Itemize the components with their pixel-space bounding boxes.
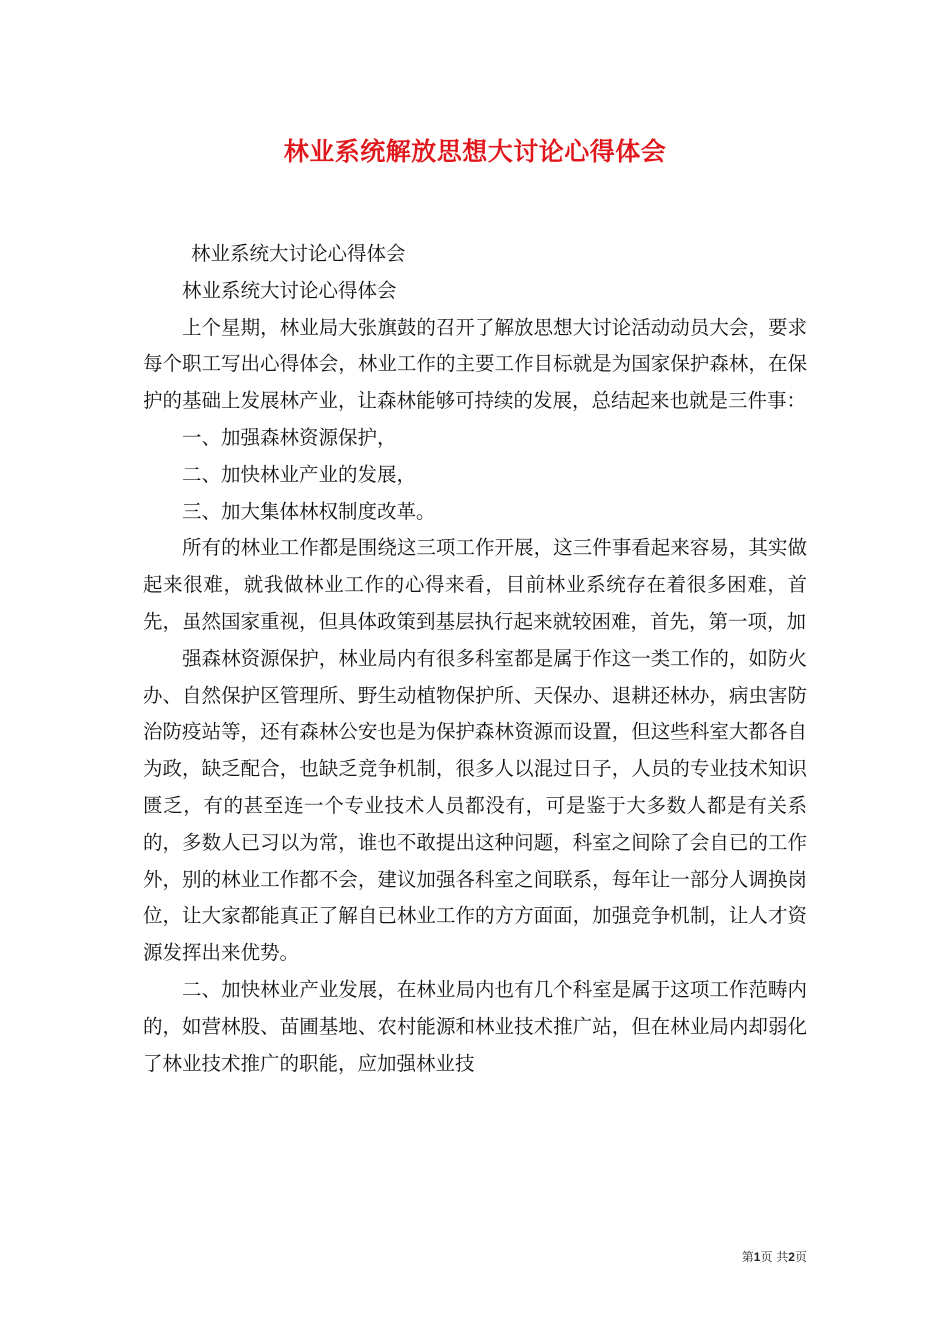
paragraph: 二、加快林业产业发展，在林业局内也有几个科室是属于这项工作范畴内的，如营林股、苗圃基地、农村能源和林业技术推广站，但在林业局内却弱化了林业技术推广的职能，应加强林业技	[143, 977, 807, 1075]
paragraph: 强森林资源保护，林业局内有很多科室都是属于作这一类工作的，如防火办、自然保护区管理所、野生动植物保护所、天保办、退耕还林办，病虫害防治防疫站等，还有森林公安也是为保护森林资源而设置，但这些科室大都各自为政，缺乏配合，也缺乏竞争机制，很多人以混过日子，人员的专业技术知识匮乏，有的甚至连一个专业技术人员都没有，可是鉴于大多数人都是有关系的，多数人已习以为常，谁也不敢提出这种问题，科室之间除了会自已的工作外，别的林业工作都不会，建议加强各科室之间联系，每年让一部分人调换岗位，让大家都能真正了解自已林业工作的方方面面，加强竞争机制，让人才资源发挥出来优势。	[143, 646, 807, 965]
paragraph: 一、加强森林资源保护，	[182, 425, 397, 449]
paragraph: 林业系统大讨论心得体会	[182, 278, 397, 302]
paragraph: 三、加大集体林权制度改革。	[182, 499, 436, 523]
document-title: 林业系统解放思想大讨论心得体会	[283, 137, 667, 166]
footer-prefix: 第	[741, 1250, 754, 1264]
page-number-footer	[700, 1248, 807, 1265]
footer-middle: 页 共	[760, 1250, 789, 1264]
footer-suffix: 页	[794, 1250, 807, 1264]
paragraph: 所有的林业工作都是围绕这三项工作开展，这三件事看起来容易，其实做起来很难，就我做林业工作的心得来看，目前林业系统存在着很多困难，首先，虽然国家重视，但具体政策到基层执行起来就较困难，首先，第一项，加	[143, 536, 807, 633]
paragraph: 林业系统大讨论心得体会	[191, 242, 406, 265]
current-page-number: 1	[753, 1250, 761, 1264]
document-body	[143, 236, 807, 1082]
paragraph: 二、加快林业产业的发展，	[182, 462, 417, 486]
paragraph: 上个星期，林业局大张旗鼓的召开了解放思想大讨论活动动员大会，要求每个职工写出心得体会，林业工作的主要工作目标就是为国家保护森林，在保护的基础上发展林产业，让森林能够可持续的发展，总结起来也就是三件事：	[143, 315, 807, 413]
total-pages-number: 2	[788, 1250, 795, 1264]
